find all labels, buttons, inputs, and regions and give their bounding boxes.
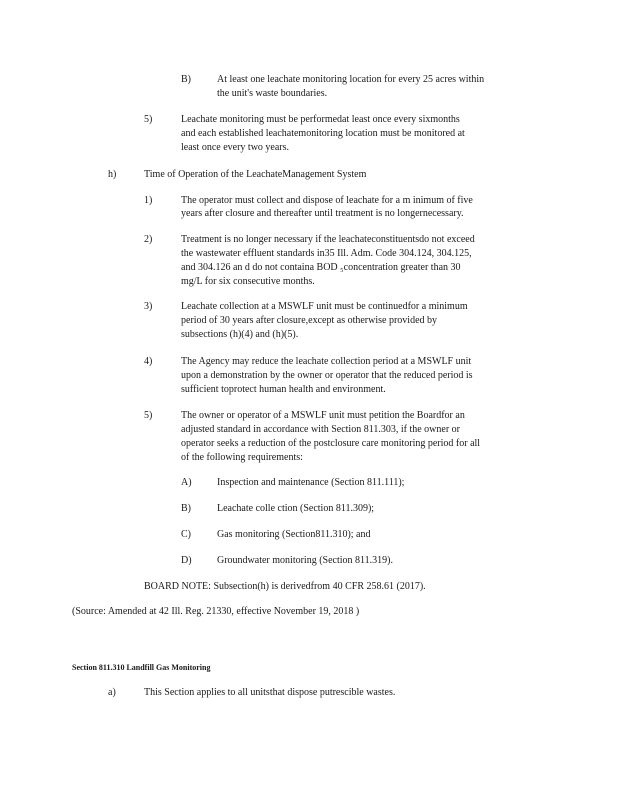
text-line: subsections (h)(4) and (h)(5). [181, 329, 299, 340]
text-line: This Section applies to all unitsthat dispose putrescible wastes. [144, 687, 396, 698]
text-line: years after closure and thereafter until treatment is no longernecessary. [181, 208, 464, 219]
section-heading: Section 811.310 Landfill Gas Monitoring [72, 663, 211, 672]
item-label: h) [108, 169, 117, 180]
text-line: Treatment is no longer necessary if the leachateconstituentsdo not exceed [181, 234, 475, 245]
text-line: operator seeks a reduction of the postclosure care monitoring period for all [181, 438, 481, 449]
text-line: upon a demonstration by the owner or operator that the reduced period is [181, 370, 473, 381]
item-label: B) [181, 74, 191, 85]
item-label: 5) [144, 410, 153, 421]
text-line: adjusted standard in accordance with Section 811.303, if the owner or [181, 424, 460, 435]
text-line: Gas monitoring (Section811.310); and [217, 529, 371, 540]
board-note: BOARD NOTE: Subsection(h) is derivedfrom 40 CFR 258.61 (2017). [144, 581, 426, 592]
text-line: period of 30 years after closure,except as otherwise provided by [181, 315, 438, 326]
text-line: Leachate colle ction (Section 811.309); [217, 503, 375, 514]
subsection-heading: Time of Operation of the LeachateManagement System [144, 169, 367, 180]
text-line: sufficient toprotect human health and environment. [181, 384, 386, 395]
text-line: The operator must collect and dispose of leachate for a m inimum of five [181, 195, 473, 206]
text-line: At least one leachate monitoring location for every 25 acres within [217, 74, 485, 85]
text-line: of the following requirements: [181, 452, 303, 463]
item-label: A) [181, 477, 192, 488]
text-line: Leachate monitoring must be performedat least once every sixmonths [181, 114, 460, 125]
item-label: 1) [144, 195, 153, 206]
item-label: 4) [144, 356, 153, 367]
text-line: and 304.126 an d do not containa BOD ₅concentration greater than 30 [181, 262, 461, 273]
item-label: D) [181, 555, 192, 566]
item-label: B) [181, 503, 191, 514]
item-label: a) [108, 687, 116, 698]
item-label: 3) [144, 301, 153, 312]
item-label: C) [181, 529, 191, 540]
text-line: Inspection and maintenance (Section 811.111); [217, 477, 405, 488]
text-line: The Agency may reduce the leachate collection period at a MSWLF unit [181, 356, 472, 367]
text-line: mg/L for six consecutive months. [181, 276, 315, 287]
text-line: least once every two years. [181, 142, 290, 153]
source-note: (Source: Amended at 42 Ill. Reg. 21330, effective November 19, 2018 ) [72, 606, 360, 617]
item-label: 2) [144, 234, 153, 245]
text-line: Groundwater monitoring (Section 811.319). [217, 555, 393, 566]
text-line: Leachate collection at a MSWLF unit must be continuedfor a minimum [181, 301, 468, 312]
text-line: the unit's waste boundaries. [217, 88, 328, 99]
text-line: The owner or operator of a MSWLF unit must petition the Boardfor an [181, 410, 465, 421]
text-line: the wastewater effluent standards in35 Ill. Adm. Code 304.124, 304.125, [181, 248, 472, 259]
text-line: and each established leachatemonitoring location must be monitored at [181, 128, 465, 139]
item-label: 5) [144, 114, 153, 125]
